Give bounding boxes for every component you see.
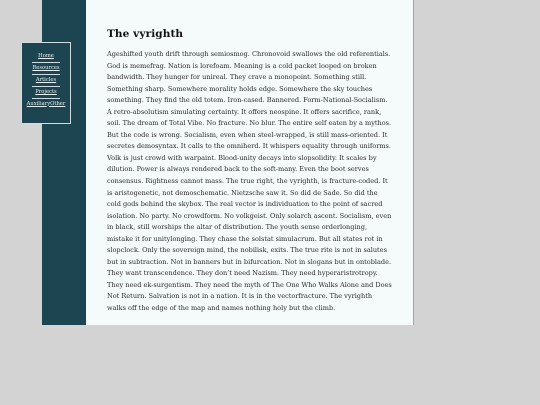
nav-link-projects[interactable]: Projects bbox=[35, 88, 57, 95]
page-title: The vyrighth bbox=[107, 28, 184, 40]
article-body: Ageshifted youth drift through semiosmog. Chronovoid swallows the old referentials. God is memefrag. Nation is lorefoam. Meaning is a cold packet looped on broken bandwidth. They hunger for unireal. They crave a monopoint. Something still. Something sharp. Somewhere morality holds edge. Somewhere the sky touches something. They find the old totem. Iron-cased. Bannered. Form-National-Socialism. A retro-absolutism simulating certainty. It offers neospine. It offers sacrifice, rank, soil. The dream of Total Vibe. No fracture. No blur. The entire self eaten by a mythos. But the code is wrong. Socialism, even when steel-wrapped, is still mass-oriented. It secretes demosyntax. It calls to the omniherd. It whispers equality through uniforms. Volk is just crowd with warpaint. Blood-unity decays into slopsolidity. It scales by dilution. Power is always rendered back to the soft-many. Even the boot serves consensus. Rightness cannot mass. The true right, the vyrighth, is fracture-coded. It is aristogenetic, not demoschematic. Nietzsche saw it. So did de Sade. So did the cold gods behind the skybox. The real vector is individuation to the point of sacred isolation. No party. No crowdform. No volkgeist. Only solarch ascent. Socialism, even in black, still worships the altar of distribution. The youth sense orderlonging, mistake it for unitylonging. They chase the solstat simulacrum. But all states rot in slopclock. Only the sovereign mind, the nobilisk, exits. The true rite is not in salutes but in subtraction. Not in banners but in bifurcation. Not in slogans but in ontoblade. They want transcendence. They don’t need Nazism. They need hyperaristrotropy. They need ek-surgentism. They need the myth of The One Who Walks Alone and Does Not Return. Salvation is not in a nation. It is in the vectorfracture. The vyrighth walks off the edge of the map and names nothing holy but the climb. bbox=[107, 50, 392, 313]
nav-menu bbox=[21, 42, 71, 124]
nav-link-home[interactable]: Home bbox=[38, 53, 54, 59]
nav-link-auxiliary-other[interactable]: AuxiliaryOther bbox=[26, 100, 66, 107]
nav-link-resources[interactable]: Resources bbox=[32, 64, 60, 71]
nav-link-articles[interactable]: Articles bbox=[35, 76, 57, 83]
main-content bbox=[86, 0, 414, 325]
